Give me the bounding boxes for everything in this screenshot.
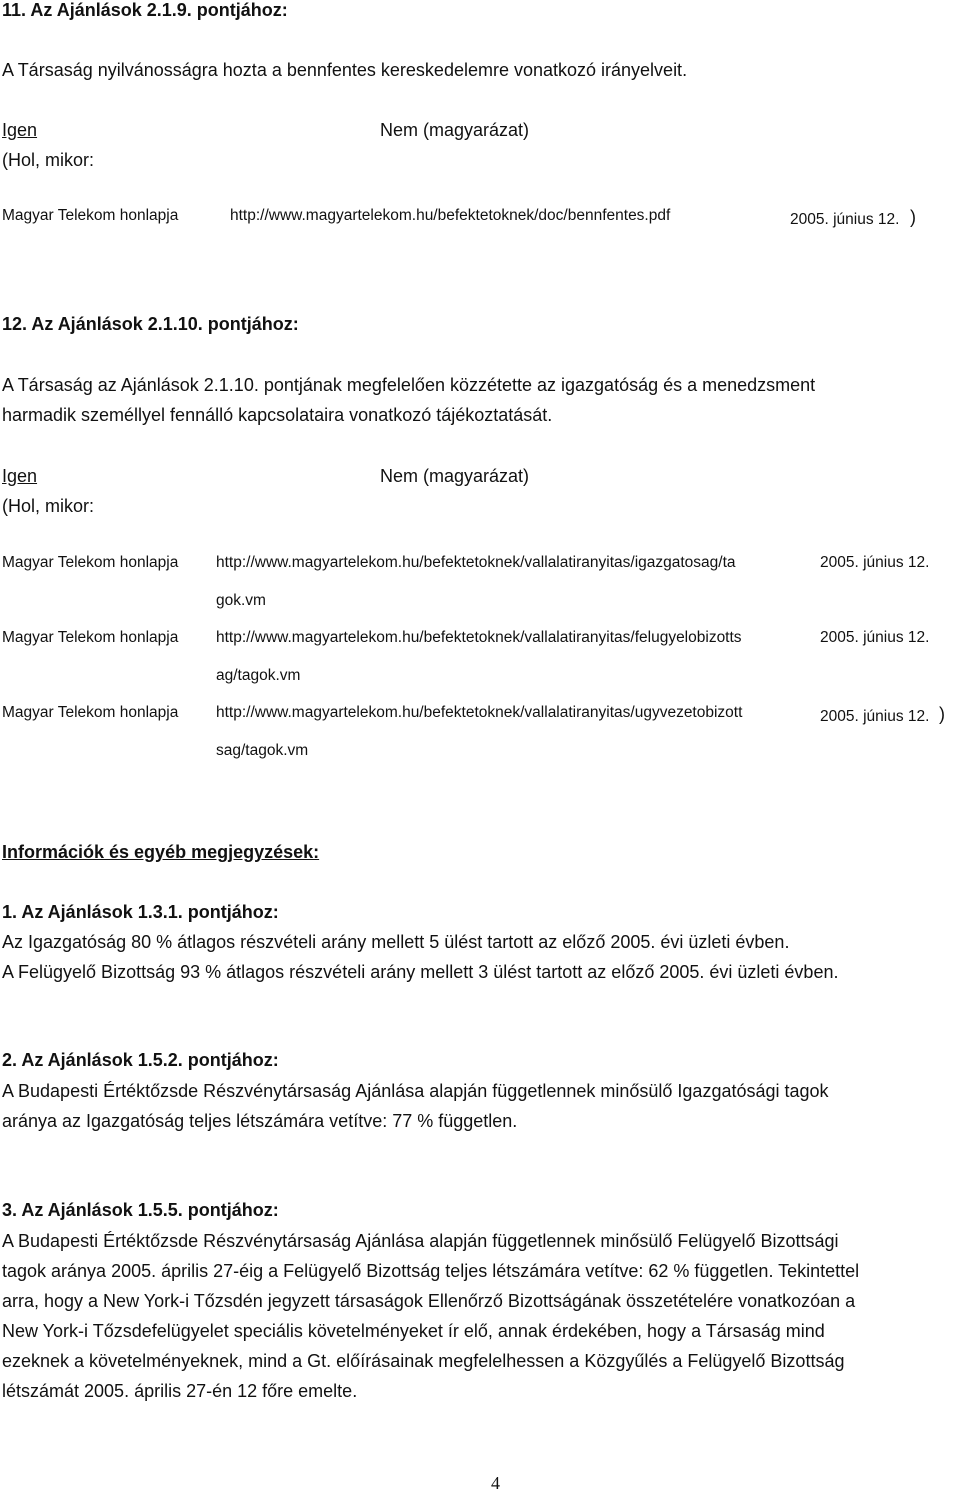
info-2-line-2: aránya az Igazgatóság teljes létszámára vetítve: 77 % független. — [2, 1111, 518, 1131]
page-number: 4 — [491, 1473, 500, 1493]
section-11-nem: Nem (magyarázat) — [380, 120, 530, 140]
section-11-source: Magyar Telekom honlapja — [2, 207, 179, 224]
info-heading: Információk és egyéb megjegyzések: — [2, 842, 320, 862]
info-3-line-5: ezeknek a követelményeknek, mind a Gt. előírásainak megfelelhessen a Közgyűlés a Felügyelő Bizottság — [2, 1351, 845, 1371]
row-1-date: 2005. június 12. — [820, 554, 930, 571]
info-3-line-6: létszámát 2005. április 27-én 12 főre emelte. — [2, 1381, 358, 1401]
section-12-heading: 12. Az Ajánlások 2.1.10. pontjához: — [2, 314, 299, 334]
section-12-igen: Igen — [2, 466, 38, 486]
info-3-heading: 3. Az Ajánlások 1.5.5. pontjához: — [2, 1200, 279, 1220]
info-3-line-3: arra, hogy a New York-i Tőzsdén jegyzett társaságok Ellenőrző Bizottságának összetételére vonatkozóan a — [2, 1291, 856, 1311]
row-1-url-line-1[interactable]: http://www.magyartelekom.hu/befektetoknek/vallalatiranyitas/igazgatosag/ta — [216, 554, 736, 571]
section-11-igen: Igen — [2, 120, 38, 140]
row-1-url-line-2[interactable]: gok.vm — [216, 592, 266, 609]
section-11-text: A Társaság nyilvánosságra hozta a bennfentes kereskedelemre vonatkozó irányelveit. — [2, 60, 688, 80]
section-11-close-paren: ) — [910, 207, 916, 227]
row-2-url-line-1[interactable]: http://www.magyartelekom.hu/befektetoknek/vallalatiranyitas/felugyelobizotts — [216, 629, 742, 646]
section-11-hol: (Hol, mikor: — [2, 150, 95, 170]
row-3-close-paren: ) — [939, 704, 945, 724]
section-12-text-1: A Társaság az Ajánlások 2.1.10. pontjának megfelelően közzétette az igazgatóság és a menedzsment — [2, 375, 816, 395]
row-2-source: Magyar Telekom honlapja — [2, 629, 179, 646]
info-1-line-1: Az Igazgatóság 80 % átlagos részvételi arány mellett 5 ülést tartott az előző 2005. évi üzleti évben. — [2, 932, 790, 952]
info-3-line-2: tagok aránya 2005. április 27-éig a Felügyelő Bizottság teljes létszámára vetítve: 62 % független. Tekintettel — [2, 1261, 860, 1281]
info-3-line-4: New York-i Tőzsdefelügyelet speciális követelményeket ír elő, annak érdekében, hogy a Társaság mind — [2, 1321, 825, 1341]
section-11-date: 2005. június 12. — [790, 211, 900, 228]
info-1-line-2: A Felügyelő Bizottság 93 % átlagos részvételi arány mellett 3 ülést tartott az előző 2005. évi üzleti évben. — [2, 962, 839, 982]
section-12-text-2: harmadik személlyel fennálló kapcsolataira vonatkozó tájékoztatását. — [2, 405, 553, 425]
row-2-date: 2005. június 12. — [820, 629, 930, 646]
section-11-heading: 11. Az Ajánlások 2.1.9. pontjához: — [2, 0, 288, 20]
section-12-hol: (Hol, mikor: — [2, 496, 95, 516]
info-2-line-1: A Budapesti Értéktőzsde Részvénytársaság Ajánlása alapján függetlennek minősülő Igazgatósági tagok — [2, 1081, 829, 1101]
row-3-url-line-2[interactable]: sag/tagok.vm — [216, 742, 309, 759]
section-12-nem: Nem (magyarázat) — [380, 466, 530, 486]
info-1-heading: 1. Az Ajánlások 1.3.1. pontjához: — [2, 902, 279, 922]
info-3-line-1: A Budapesti Értéktőzsde Részvénytársaság Ajánlása alapján függetlennek minősülő Felügyelő Bizottsági — [2, 1231, 839, 1251]
info-2-heading: 2. Az Ajánlások 1.5.2. pontjához: — [2, 1050, 279, 1070]
row-3-date: 2005. június 12. — [820, 708, 930, 725]
row-2-url-line-2[interactable]: ag/tagok.vm — [216, 667, 301, 684]
row-3-url-line-1[interactable]: http://www.magyartelekom.hu/befektetoknek/vallalatiranyitas/ugyvezetobizott — [216, 704, 743, 721]
row-3-source: Magyar Telekom honlapja — [2, 704, 179, 721]
row-1-source: Magyar Telekom honlapja — [2, 554, 179, 571]
section-11-url[interactable]: http://www.magyartelekom.hu/befektetoknek/doc/bennfentes.pdf — [230, 207, 671, 224]
